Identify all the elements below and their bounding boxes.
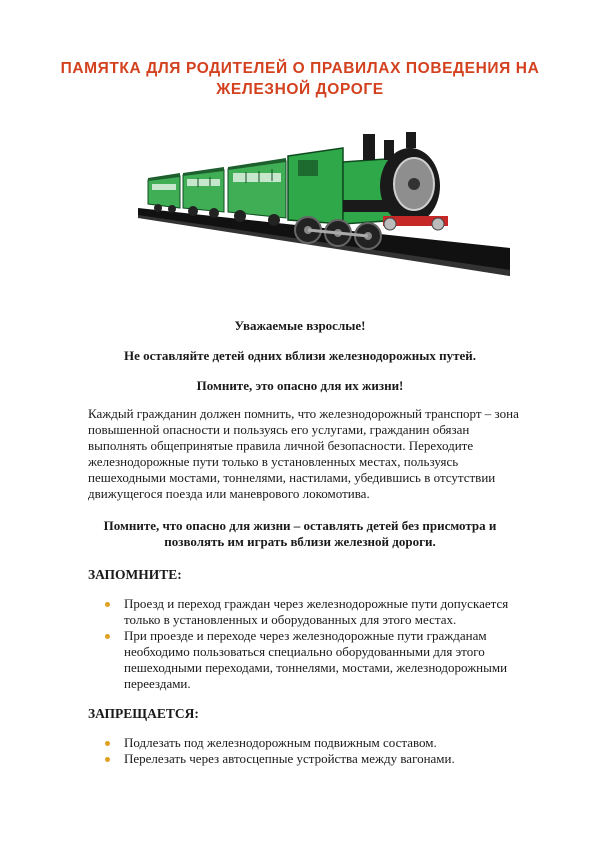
bullet-icon	[105, 602, 110, 607]
warning-supervision	[70, 518, 530, 550]
list-item-line: переездами.	[124, 676, 191, 691]
list-item-line: Перелезать через автосцепные устройства между вагонами.	[124, 751, 455, 766]
remember-heading: ЗАПОМНИТЕ:	[88, 567, 182, 582]
list-item	[88, 628, 548, 692]
list-item	[88, 751, 548, 767]
warning-children: Не оставляйте детей одних вблизи железнодорожных путей.	[123, 348, 477, 363]
warning-danger: Помните, это опасно для их жизни!	[196, 378, 404, 393]
intro-line: движущегося поезда или маневрового локомотива.	[88, 486, 370, 501]
intro-line: выполнять общепринятые правила личной безопасности. Переходите	[88, 438, 474, 453]
steam-train-icon	[138, 112, 510, 282]
forbidden-heading: ЗАПРЕЩАЕТСЯ:	[88, 706, 199, 721]
document-title	[60, 58, 540, 100]
intro-line: железнодорожные пути только в установленных местах, пользуясь	[88, 454, 459, 469]
greeting: Уважаемые взрослые!	[234, 318, 366, 333]
intro-paragraph	[88, 406, 544, 502]
list-item-line: Подлезать под железнодорожным подвижным составом.	[124, 735, 437, 750]
title-line-2: ЖЕЛЕЗНОЙ ДОРОГЕ	[216, 81, 384, 98]
remember-list	[88, 596, 548, 692]
list-item-line: Проезд и переход граждан через железнодорожные пути допускается	[124, 596, 509, 611]
list-item-line: При проезде и переходе через железнодорожные пути гражданам	[124, 628, 487, 643]
bullet-icon	[105, 741, 110, 746]
bullet-icon	[105, 757, 110, 762]
forbidden-list	[88, 735, 548, 767]
bullet-icon	[105, 634, 110, 639]
title-line-1: ПАМЯТКА ДЛЯ РОДИТЕЛЕЙ О ПРАВИЛАХ ПОВЕДЕНИЯ НА	[60, 60, 540, 77]
list-item-line: необходимо пользоваться специально оборудованными для этого	[124, 644, 485, 659]
list-item-line: только в установленных и оборудованных для этого местах.	[124, 612, 457, 627]
list-item	[88, 596, 548, 628]
intro-line: повышенной опасности и пользуясь его услугами, гражданин обязан	[88, 422, 470, 437]
intro-line: пешеходными мостами, тоннелями, настилами, убедившись в отсутствии	[88, 470, 496, 485]
list-item-line: пешеходными переходами, тоннелями, мостами, железнодорожными	[124, 660, 508, 675]
warning-supervision-line-2: позволять им играть вблизи железной дороги.	[164, 534, 436, 549]
warning-supervision-line-1: Помните, что опасно для жизни – оставлять детей без присмотра и	[103, 518, 497, 533]
intro-line: Каждый гражданин должен помнить, что железнодорожный транспорт – зона	[88, 406, 519, 421]
list-item	[88, 735, 548, 751]
